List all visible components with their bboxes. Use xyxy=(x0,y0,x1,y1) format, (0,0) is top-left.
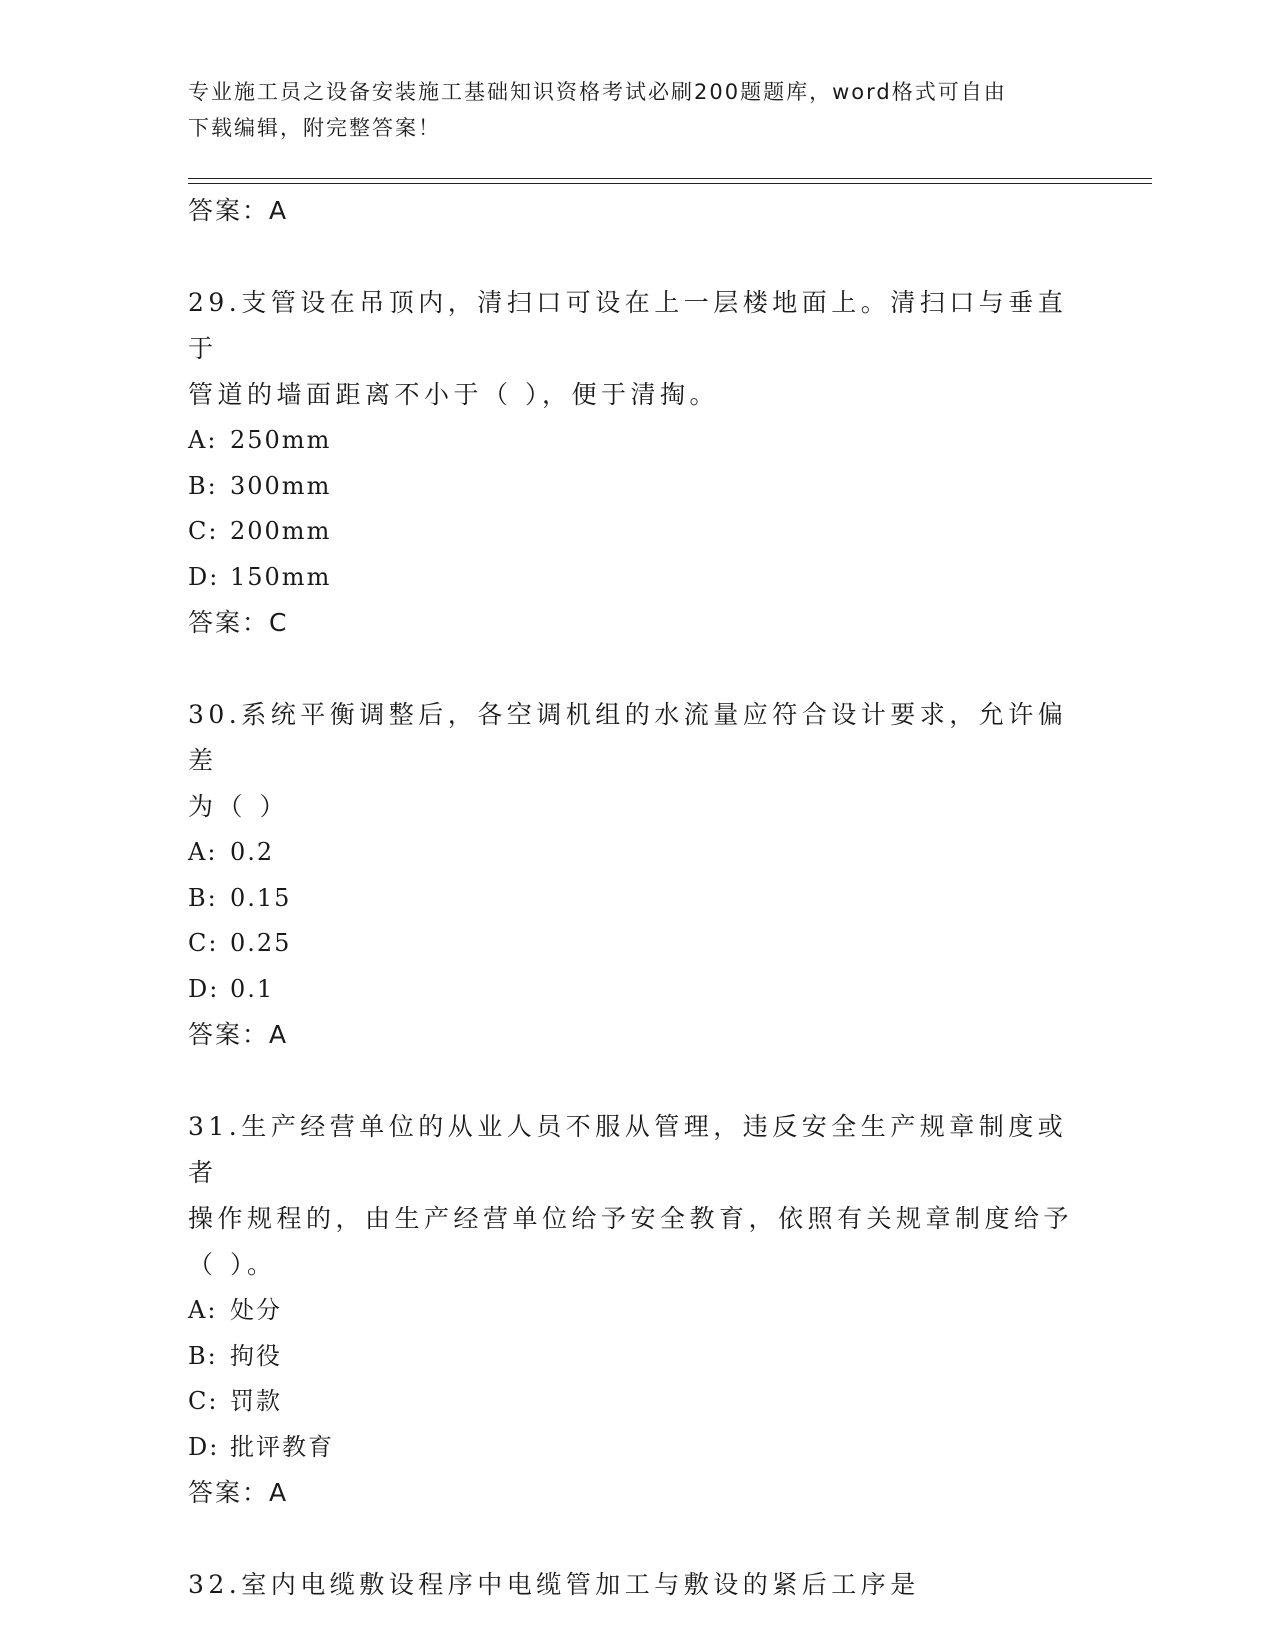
option-text: 0.15 xyxy=(230,883,292,912)
option-b xyxy=(188,1334,1088,1380)
question-text xyxy=(188,280,1088,418)
option-text: 250mm xyxy=(230,426,332,454)
option-text: 0.2 xyxy=(230,838,275,866)
option-b xyxy=(188,464,1088,510)
question-line: （ ）。 xyxy=(188,1250,277,1279)
option-label: B: xyxy=(188,1341,218,1370)
answer-line: 答案：C xyxy=(188,608,289,637)
question-text xyxy=(188,1562,1088,1608)
question-line: 管道的墙面距离不小于（ ），便于清掏。 xyxy=(188,380,719,409)
question-line: 32.室内电缆敷设程序中电缆管加工与敷设的紧后工序是 xyxy=(188,1570,920,1599)
option-label: D: xyxy=(188,1432,220,1461)
header-line-2: 下载编辑，附完整答案！ xyxy=(188,116,441,140)
option-text: 批评教育 xyxy=(230,1432,334,1461)
option-a xyxy=(188,830,1088,876)
option-label: A: xyxy=(188,838,218,866)
question-line: 30.系统平衡调整后，各空调机组的水流量应符合设计要求，允许偏差 xyxy=(188,700,1068,775)
header-divider-bottom xyxy=(188,183,1152,184)
option-c xyxy=(188,1379,1088,1425)
question-text xyxy=(188,1104,1088,1288)
option-d xyxy=(188,967,1088,1013)
option-label: D: xyxy=(188,974,220,1003)
question-block xyxy=(188,692,1088,1058)
option-label: A: xyxy=(188,1296,218,1324)
option-label: D: xyxy=(188,562,220,591)
option-text: 300mm xyxy=(230,471,332,500)
option-text: 拘役 xyxy=(230,1341,282,1370)
option-label: C: xyxy=(188,1387,219,1415)
option-text: 150mm xyxy=(230,562,332,591)
header-line-1: 专业施工员之设备安装施工基础知识资格考试必刷200题题库，word格式可自由 xyxy=(188,80,1007,104)
option-text: 处分 xyxy=(230,1296,282,1324)
option-label: C: xyxy=(188,929,219,957)
question-block xyxy=(188,1562,1088,1608)
question-line: 操作规程的，由生产经营单位给予安全教育，依照有关规章制度给予 xyxy=(188,1204,1074,1233)
document-header xyxy=(188,74,1078,146)
option-d xyxy=(188,1425,1088,1471)
answer-line: 答案：A xyxy=(188,1478,289,1507)
question-block xyxy=(188,280,1088,646)
answer-line: 答案：A xyxy=(188,1020,289,1049)
header-divider-top xyxy=(188,178,1152,179)
option-text: 200mm xyxy=(230,517,332,545)
question-line: 为（ ） xyxy=(188,792,289,821)
option-text: 0.25 xyxy=(230,929,292,957)
option-b xyxy=(188,876,1088,922)
option-a xyxy=(188,418,1088,464)
option-label: B: xyxy=(188,471,218,500)
question-line: 29.支管设在吊顶内，清扫口可设在上一层楼地面上。清扫口与垂直于 xyxy=(188,288,1068,363)
document-body xyxy=(188,188,1088,1608)
question-text xyxy=(188,692,1088,830)
option-c xyxy=(188,921,1088,967)
answer-line: 答案：A xyxy=(188,196,289,225)
option-label: A: xyxy=(188,426,218,454)
question-line: 31.生产经营单位的从业人员不服从管理，违反安全生产规章制度或者 xyxy=(188,1112,1068,1187)
question-block xyxy=(188,1104,1088,1516)
option-c xyxy=(188,509,1088,555)
option-a xyxy=(188,1288,1088,1334)
option-d xyxy=(188,555,1088,601)
option-text: 0.1 xyxy=(230,974,275,1003)
option-label: C: xyxy=(188,517,219,545)
option-text: 罚款 xyxy=(230,1387,282,1415)
option-label: B: xyxy=(188,883,218,912)
